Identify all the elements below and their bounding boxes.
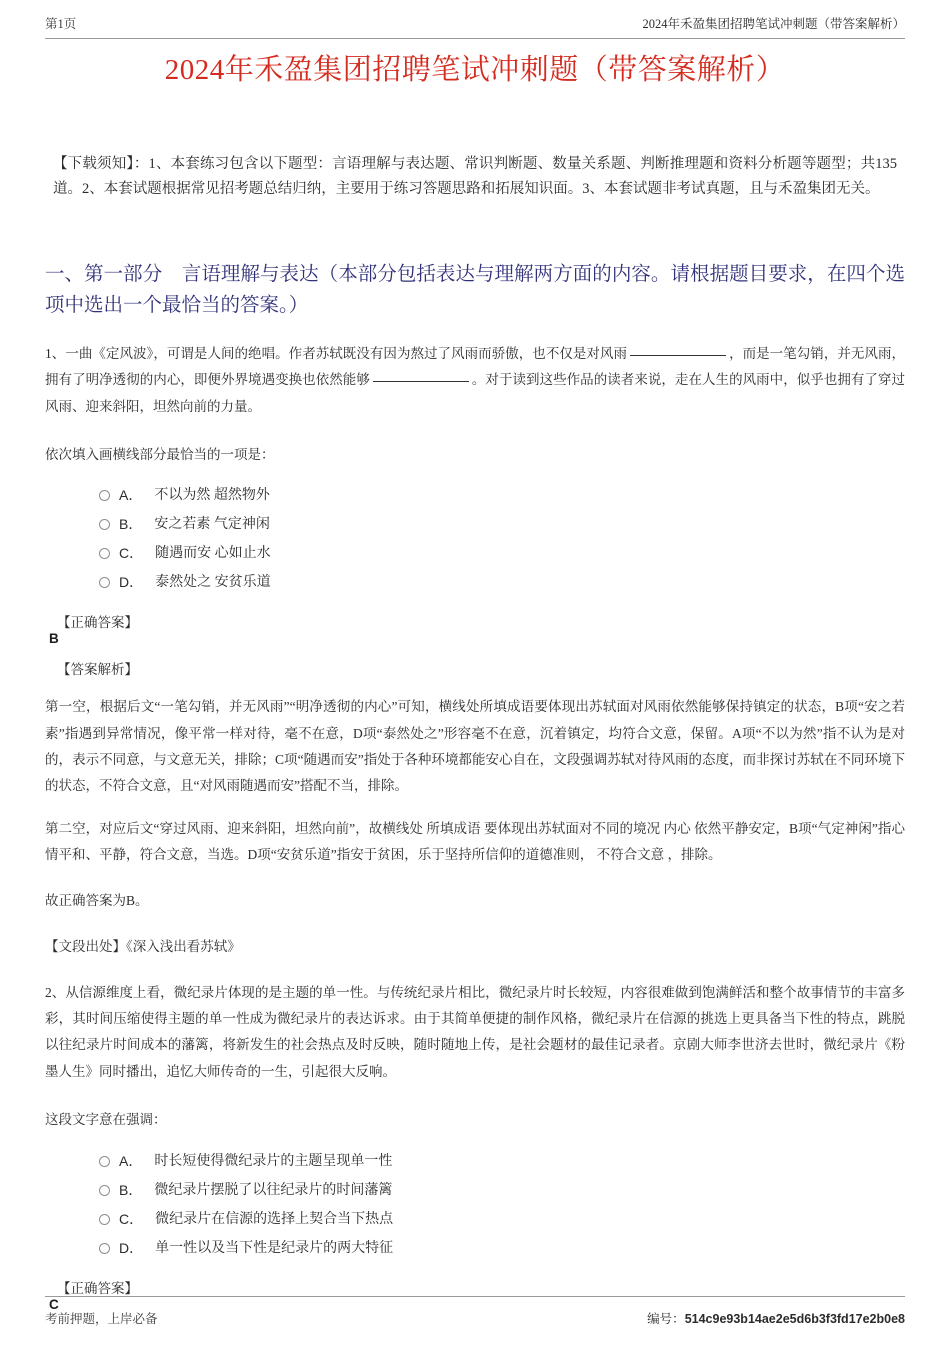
question-1-option-a[interactable] <box>99 481 905 510</box>
question-1-option-c[interactable] <box>99 539 905 568</box>
download-notice: 【下载须知】：1、本套练习包含以下题型：言语理解与表达题、常识判断题、数量关系题、判断推理题和资料分析题等题型；共135道。2、本套试题根据常见招考题总结归纳，主要用于练习答题思路和拓展知识面。3、本套试题非考试真题，且与禾盈集团无关。 <box>53 155 897 198</box>
question-1-analysis-label: 【答案解析】 <box>57 662 138 678</box>
radio-button-icon[interactable] <box>99 577 110 588</box>
question-2-option-a[interactable] <box>99 1147 905 1176</box>
question-1-stem-part1: 1、一曲《定风波》，可谓是人间的绝唱。作者苏轼既没有因为熬过了风雨而骄傲，也不仅是对风雨 <box>45 345 628 361</box>
document-title: 2024年禾盈集团招聘笔试冲刺题（带答案解析） <box>164 54 786 86</box>
radio-button-icon[interactable] <box>99 519 110 530</box>
question-2-option-b[interactable] <box>99 1176 905 1205</box>
question-1-answer-label: 【正确答案】 <box>57 615 138 631</box>
question-2-option-c-letter: C． <box>119 1210 144 1227</box>
question-2-option-b-letter: B． <box>119 1181 143 1198</box>
footer-code <box>647 1309 905 1327</box>
question-1-option-d[interactable] <box>99 568 905 597</box>
question-1-analysis-paragraph-2: 第二空，对应后文“穿过风雨、迎来斜阳，坦然向前”，故横线处 所填成语 要体现出苏轼面对不同的境况 内心 依然平静安定，B项“气定神闲”指心情平和、平静，符合文意，当选。D项“安贫乐道”指安于贫困，乐于坚持所信仰的道德准则， 不符合文意 ，排除。 <box>45 820 905 863</box>
question-2-option-c-text: 微纪录片在信源的选择上契合当下热点 <box>155 1211 394 1227</box>
question-1-source-label: 【文段出处】 <box>45 938 126 954</box>
page-running-header <box>45 14 905 39</box>
question-2-options <box>45 1147 905 1263</box>
footer-code-value: 514c9e93b14ae2e5d6b3f3fd17e2b0e8 <box>684 1312 905 1326</box>
question-2-prompt: 这段文字意在强调： <box>45 1111 167 1127</box>
question-2-stem: 2、从信源维度上看，微纪录片体现的是主题的单一性。与传统纪录片相比，微纪录片时长较短，内容很难做到饱满鲜活和整个故事情节的丰富多彩，其时间压缩使得主题的单一性成为微纪录片的表达诉求。由于其简单便捷的制作风格，微纪录片在信源的挑选上更具备当下性的特点，跳脱以往纪录片时间成本的藩篱，将新发生的社会热点及时反映，随时随地上传，是社会题材的最佳记录者。京剧大师李世济去世时，微纪录片《粉墨人生》同时播出，追忆大师传奇的一生，引起很大反响。 <box>45 984 905 1079</box>
question-1-option-d-text: 泰然处之 安贫乐道 <box>155 575 271 591</box>
page-running-footer <box>45 1296 905 1327</box>
header-running-title: 2024年禾盈集团招聘笔试冲刺题（带答案解析） <box>642 17 905 31</box>
page-number-marker: 第1页 <box>45 17 77 31</box>
radio-button-icon[interactable] <box>99 548 110 559</box>
question-1-answer-value: B <box>49 631 59 647</box>
question-1 <box>45 341 905 960</box>
question-1-option-d-letter: D． <box>119 574 144 591</box>
radio-button-icon[interactable] <box>99 1156 110 1167</box>
question-1-option-b[interactable] <box>99 510 905 539</box>
question-1-stem <box>45 341 905 420</box>
question-1-option-a-text: 不以为然 超然物外 <box>154 488 270 504</box>
question-1-blank-1 <box>630 355 726 356</box>
question-2-option-a-letter: A． <box>119 1152 143 1169</box>
question-2-option-b-text: 微纪录片摆脱了以往纪录片的时间藩篱 <box>154 1182 393 1198</box>
question-2-answer-value: C <box>49 1296 59 1312</box>
question-1-option-b-letter: B． <box>119 516 143 533</box>
question-2-option-a-text: 时长短使得微纪录片的主题呈现单一性 <box>154 1153 393 1169</box>
section-heading-part-one: 一、第一部分 言语理解与表达（本部分包括表达与理解两方面的内容。请根据题目要求，在四个选项中选出一个最恰当的答案。） <box>45 264 905 316</box>
question-2-option-d-text: 单一性以及当下性是纪录片的两大特征 <box>155 1240 394 1256</box>
question-2-answer-label: 【正确答案】 <box>57 1280 138 1296</box>
question-1-options <box>45 481 905 597</box>
question-1-blank-2 <box>373 381 469 382</box>
question-1-prompt: 依次填入画横线部分最恰当的一项是： <box>45 446 275 462</box>
question-1-source <box>45 934 905 960</box>
footer-slogan: 考前押题，上岸必备 <box>45 1312 158 1326</box>
radio-button-icon[interactable] <box>99 490 110 501</box>
question-1-source-text: 《深入浅出看苏轼》 <box>126 938 241 954</box>
radio-button-icon[interactable] <box>99 1243 110 1254</box>
question-1-stem-part3: 。对于读到这些作品的读者来说，走在人生的风雨中，似乎也拥有了穿过风雨、迎来斜阳，坦然向前的力量。 <box>45 372 906 414</box>
question-1-option-c-letter: C． <box>119 545 144 562</box>
question-1-option-a-letter: A． <box>119 487 143 504</box>
question-2 <box>45 980 905 1312</box>
question-2-option-d[interactable] <box>99 1234 905 1263</box>
footer-code-label: 编号： <box>647 1312 685 1326</box>
question-2-option-d-letter: D． <box>119 1239 144 1256</box>
question-1-option-c-text: 随遇而安 心如止水 <box>155 546 271 562</box>
question-2-option-c[interactable] <box>99 1205 905 1234</box>
radio-button-icon[interactable] <box>99 1214 110 1225</box>
question-1-analysis-paragraph-1: 第一空，根据后文“一笔勾销，并无风雨”“明净透彻的内心”可知，横线处所填成语要体现出苏轼面对风雨依然能够保持镇定的状态，B项“安之若素”指遇到异常情况，像平常一样对待，毫不在意，D项“泰然处之”形容毫不在意，沉着镇定，均符合文意，保留。A项“不以为然”指不认为是对的，表示不同意，与文意无关，排除；C项“随遇而安”指处于各种环境都能安心自在，文段强调苏轼对待风雨的态度，而非探讨苏轼在不同环境下的状态，不符合文意，且“对风雨随遇而安”搭配不当，排除。 <box>45 699 905 794</box>
question-1-option-b-text: 安之若素 气定神闲 <box>154 517 270 533</box>
document-body <box>45 44 906 1312</box>
question-1-conclusion: 故正确答案为B。 <box>45 893 149 909</box>
question-1-stem-part2: ，而是一笔勾销，并无风雨，拥有了明净透彻的内心，即便外界境遇变换也依然能够 <box>45 345 906 388</box>
radio-button-icon[interactable] <box>99 1185 110 1196</box>
